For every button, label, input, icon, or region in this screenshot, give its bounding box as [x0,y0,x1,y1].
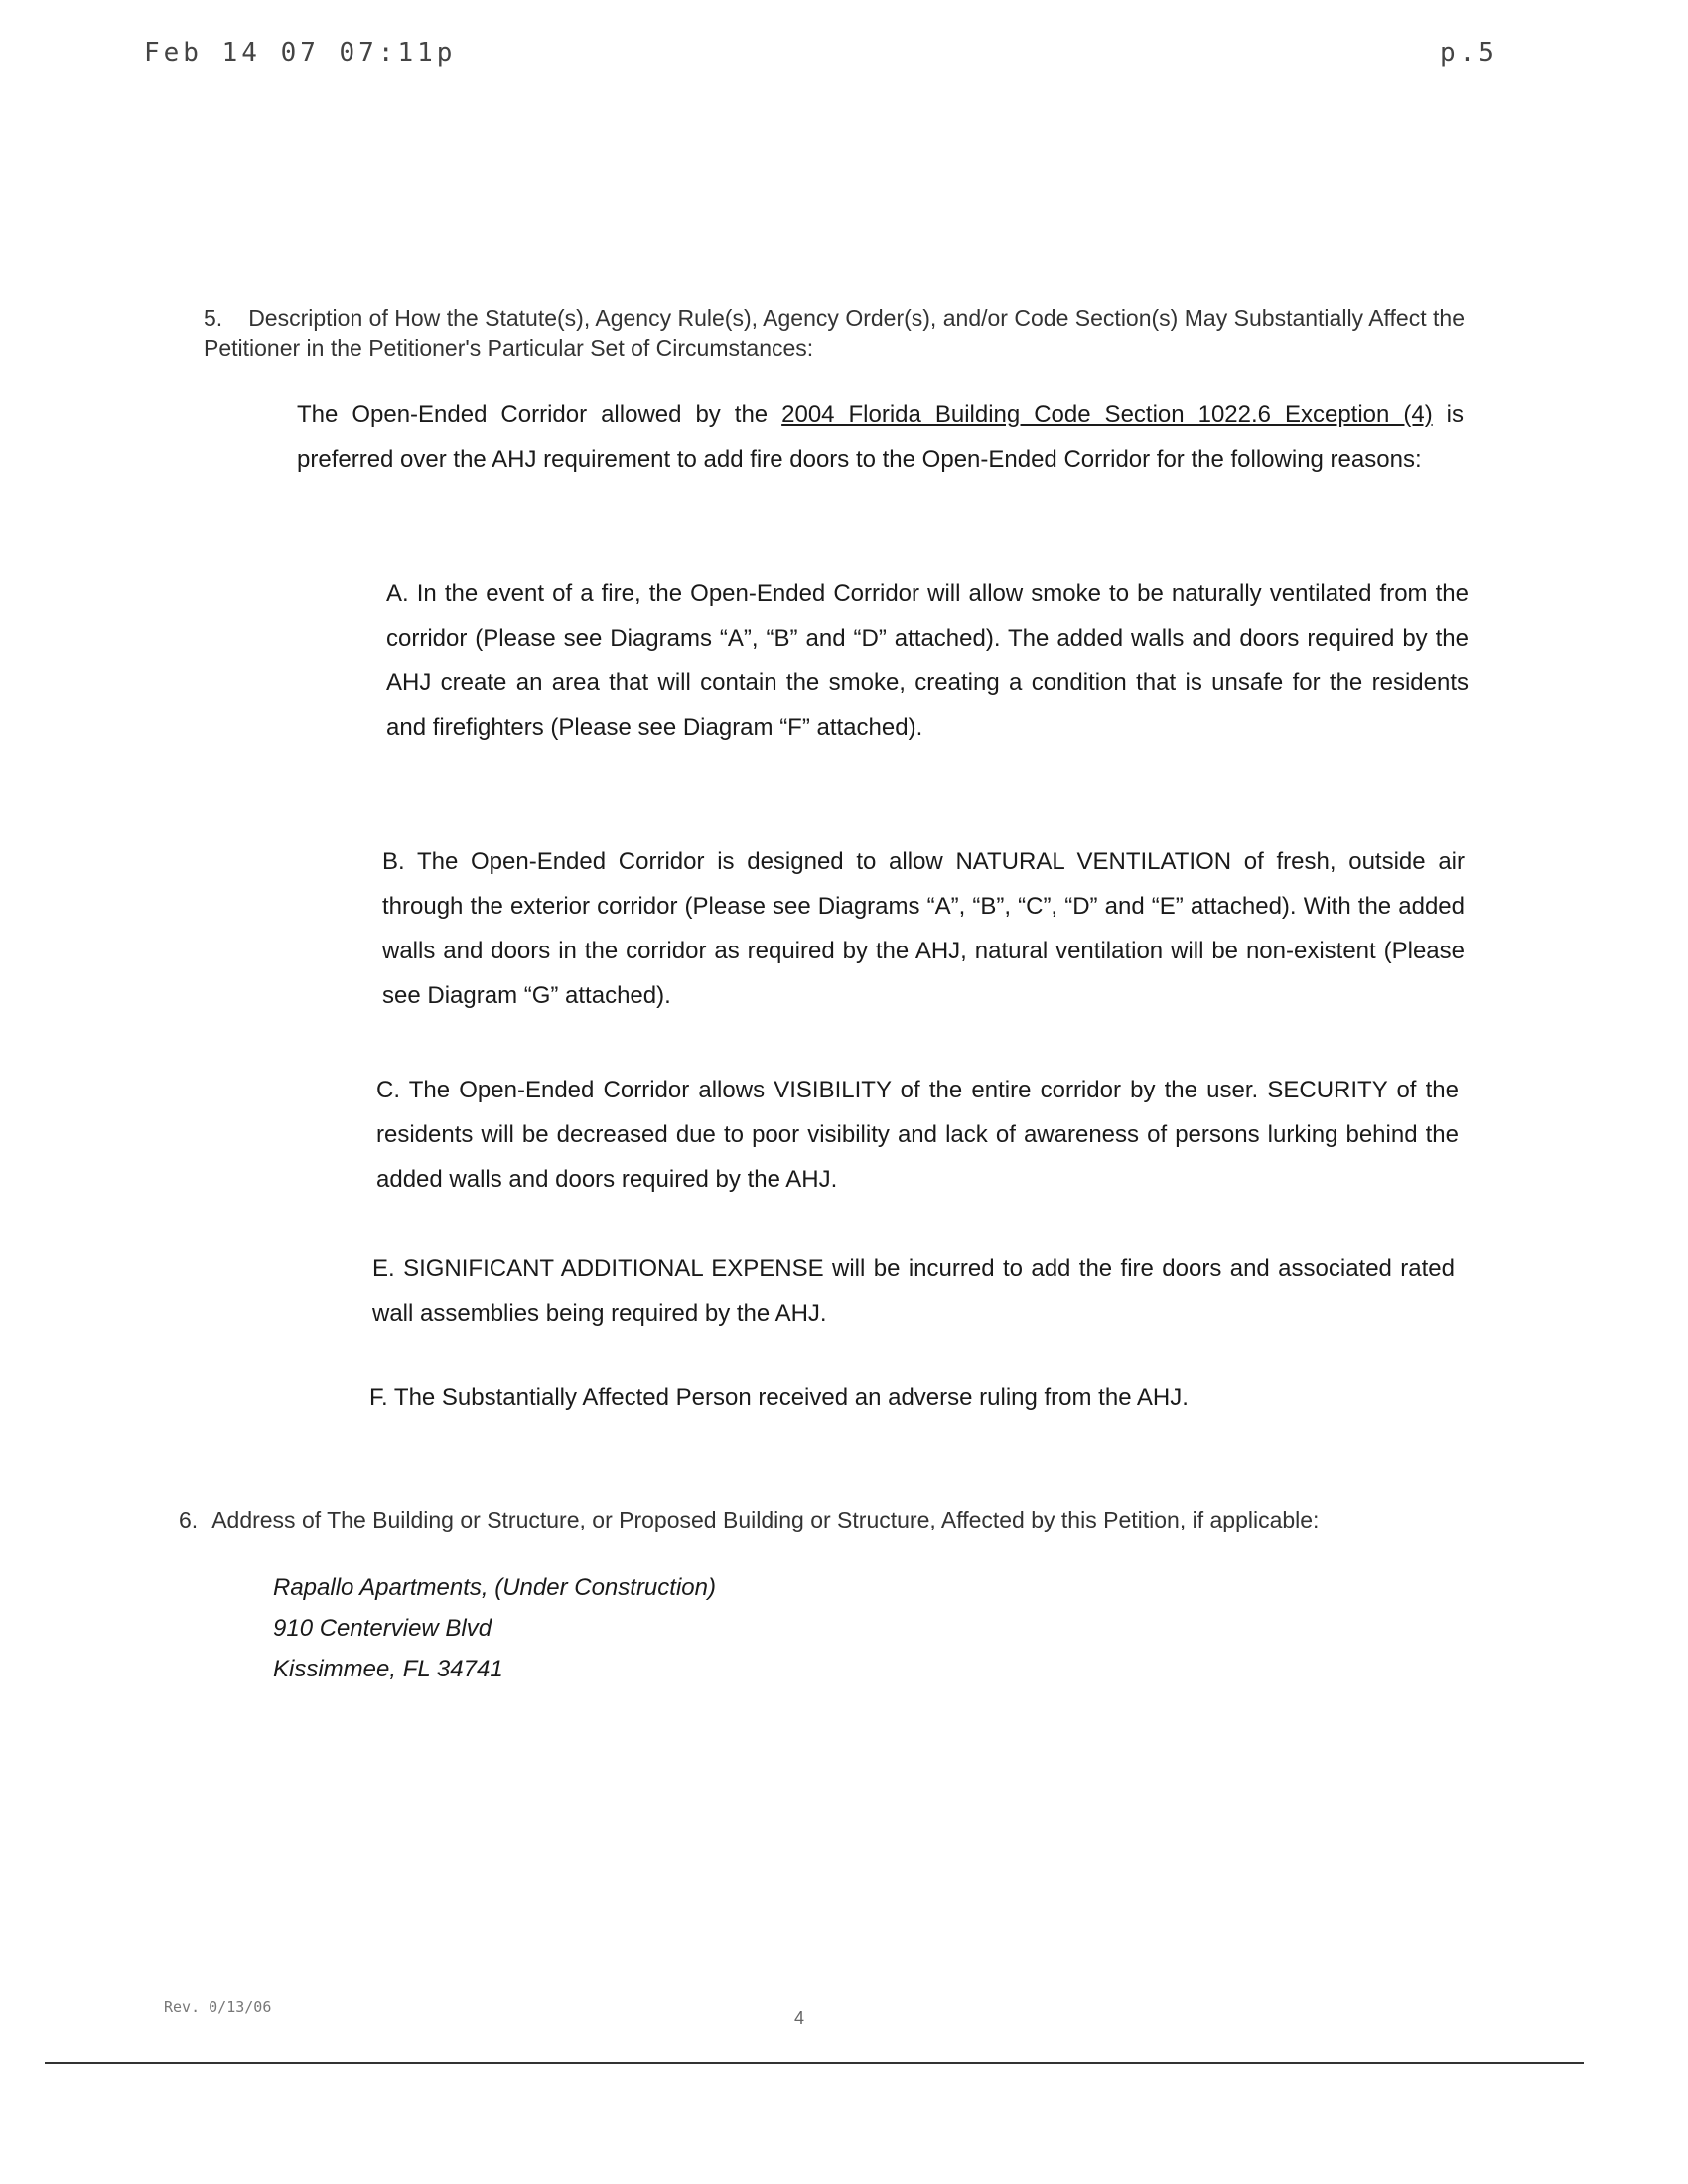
footer-rule [45,2062,1584,2064]
fax-header-page: p.5 [1440,38,1498,68]
section-number: 6. [179,1507,199,1532]
section-heading-text: Address of The Building or Structure, or Proposed Building or Structure, Affected by this Petition, if applicable: [211,1507,1320,1532]
section-heading-text: Description of How the Statute(s), Agency Rule(s), Agency Order(s), and/or Code Section(s) May Substantially Affect the Petitioner in the Petitioner's Particular Set of Circumstances: [204,305,1465,361]
page-number: 4 [794,2008,805,2028]
address-line: Rapallo Apartments, (Under Construction) [273,1574,716,1601]
code-reference: 2004 Florida Building Code Section 1022.6 Exception (4) [781,401,1433,428]
revision-note: Rev. 0/13/06 [164,1998,272,2016]
reason-f: F. The Substantially Affected Person received an adverse ruling from the AHJ. [369,1384,1189,1411]
intro-paragraph [297,392,1464,482]
reason-b: B. The Open-Ended Corridor is designed to allow NATURAL VENTILATION of fresh, outside air through the exterior corridor (Please see Diagrams “A”, “B”, “C”, “D” and “E” attached). With the added walls and doors in the corridor as required by the AHJ, natural ventilation will be non-existent (Please see Diagram “G” attached). [382,848,1465,1009]
reason-c: C. The Open-Ended Corridor allows VISIBILITY of the entire corridor by the user. SECURITY of the residents will be decreased due to poor visibility and lack of awareness of persons lurking behind the added walls and doors required by the AHJ. [376,1077,1459,1193]
building-address [273,1567,716,1689]
address-line: Kissimmee, FL 34741 [273,1656,503,1682]
section-5-heading [204,303,1465,363]
reason-a: A. In the event of a fire, the Open-Ended Corridor will allow smoke to be naturally ventilated from the corridor (Please see Diagrams “A”, “B” and “D” attached). The added walls and doors required by the AHJ create an area that will contain the smoke, creating a condition that is unsafe for the residents and firefighters (Please see Diagram “F” attached). [386,580,1469,741]
fax-header-timestamp: Feb 14 07 07:11p [144,38,457,68]
intro-text-end: is preferred over the AHJ requirement to add fire doors to the Open-Ended Corridor for the following reasons: [297,401,1464,473]
address-line: 910 Centerview Blvd [273,1615,492,1642]
section-6-heading [179,1507,1470,1533]
section-number: 5. [204,305,223,331]
reason-e: E. SIGNIFICANT ADDITIONAL EXPENSE will be incurred to add the fire doors and associated rated wall assemblies being required by the AHJ. [372,1255,1455,1327]
intro-text: The Open-Ended Corridor allowed by the [297,401,782,428]
